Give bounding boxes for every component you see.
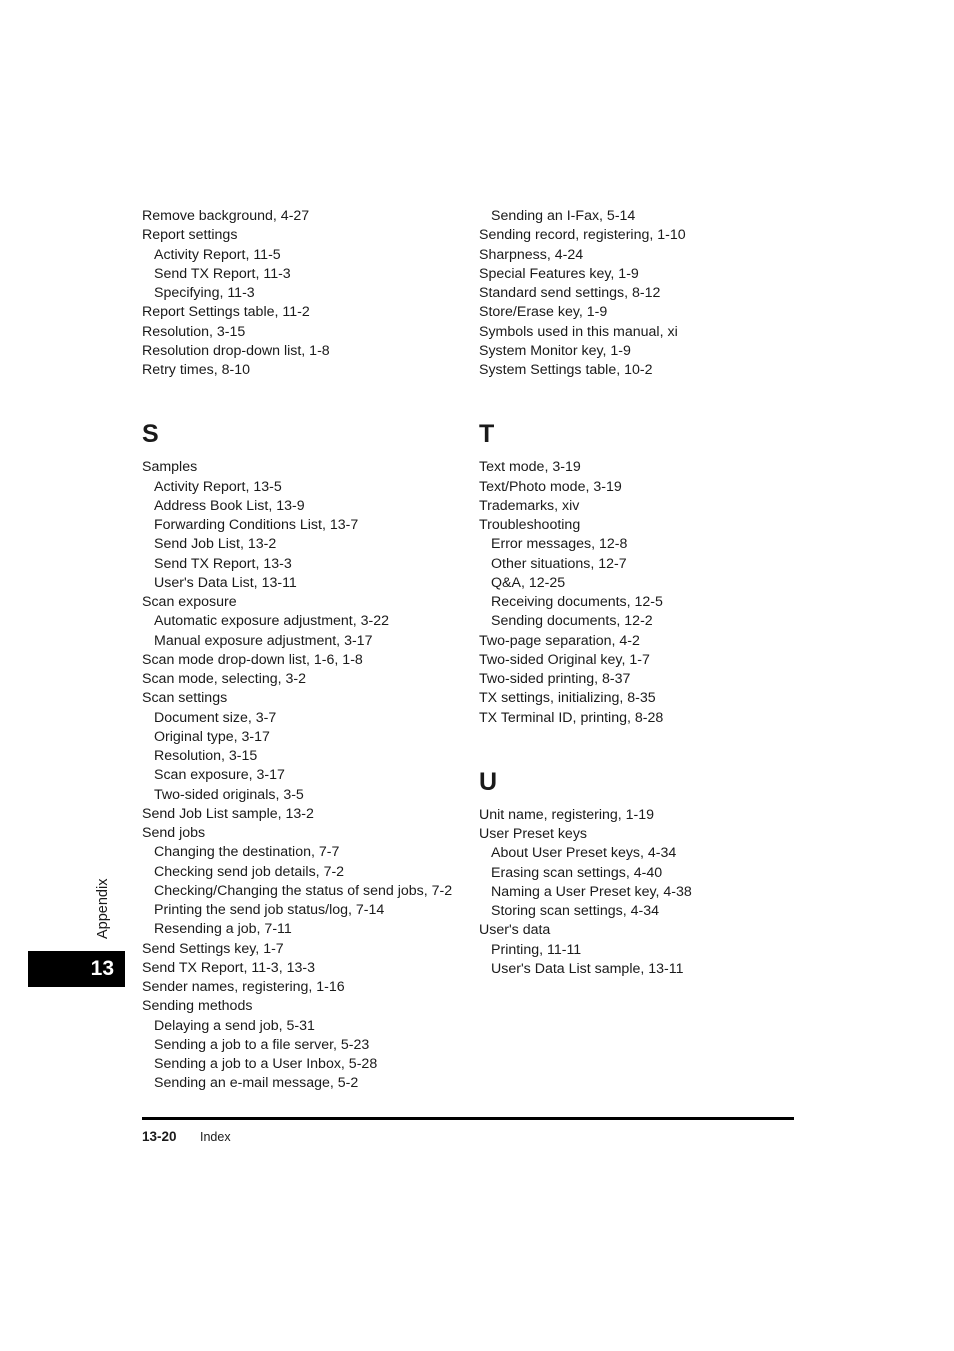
index-subentry: Sending a job to a User Inbox, 5-28 xyxy=(154,1056,378,1072)
index-subentry: Checking/Changing the status of send jobs, 7-2 xyxy=(154,882,453,899)
footer-title: Index xyxy=(200,1130,231,1144)
index-subentry: Forwarding Conditions List, 13-7 xyxy=(154,517,359,533)
index-subentry: Receiving documents, 12-5 xyxy=(491,594,663,610)
footer-rule xyxy=(142,1117,794,1120)
index-subentry: Send TX Report, 11-3 xyxy=(154,265,291,282)
index-entry: Trademarks, xiv xyxy=(479,497,580,514)
index-entry: Samples xyxy=(142,459,198,476)
index-subentry: Send Job List, 13-2 xyxy=(154,536,277,553)
index-entry: Store/Erase key, 1-9 xyxy=(479,304,608,321)
index-subentry: Scan exposure, 3-17 xyxy=(154,767,285,784)
index-entry: Sending record, registering, 1-10 xyxy=(479,227,686,244)
index-entry: Send Job List sample, 13-2 xyxy=(142,805,314,822)
index-subentry: Automatic exposure adjustment, 3-22 xyxy=(154,613,390,630)
index-entry: Resolution drop-down list, 1-8 xyxy=(142,342,330,359)
index-entry: Scan exposure xyxy=(142,594,237,610)
index-entry: Scan mode, selecting, 3-2 xyxy=(142,671,307,687)
index-subentry: Checking send job details, 7-2 xyxy=(154,863,345,880)
index-subentry: Error messages, 12-8 xyxy=(491,536,628,553)
index-subentry: Document size, 3-7 xyxy=(154,709,277,726)
index-entry: Two-sided Original key, 1-7 xyxy=(479,651,650,668)
index-entry: Send jobs xyxy=(142,825,206,841)
index-subentry: Original type, 3-17 xyxy=(154,728,270,745)
index-subentry: About User Preset keys, 4-34 xyxy=(491,845,677,862)
index-subentry: Printing, 11-11 xyxy=(491,941,582,958)
index-subentry: Address Book List, 13-9 xyxy=(154,497,305,514)
index-column-right xyxy=(479,207,809,979)
index-entry: Scan mode drop-down list, 1-6, 1-8 xyxy=(142,651,363,668)
index-entry: Two-page separation, 4-2 xyxy=(479,632,640,649)
index-subentry: Q&A, 12-25 xyxy=(491,574,566,591)
index-subentry: Other situations, 12-7 xyxy=(491,555,627,572)
index-subentry: Printing the send job status/log, 7-14 xyxy=(154,902,385,918)
index-entry: TX Terminal ID, printing, 8-28 xyxy=(479,709,664,726)
index-subentry: User's Data List, 13-11 xyxy=(154,574,297,591)
index-entry: System Monitor key, 1-9 xyxy=(479,342,631,359)
section-letter: U xyxy=(479,767,498,796)
index-subentry: Two-sided originals, 3-5 xyxy=(154,786,304,803)
index-entry: Sender names, registering, 1-16 xyxy=(142,979,345,995)
chapter-tab-label: Appendix xyxy=(95,878,111,940)
index-entry: System Settings table, 10-2 xyxy=(479,362,653,378)
index-entry: Scan settings xyxy=(142,690,228,707)
index-entry: Special Features key, 1-9 xyxy=(479,265,639,282)
index-entry: User Preset keys xyxy=(479,826,588,842)
section-letter: T xyxy=(479,420,495,449)
index-column-left xyxy=(142,207,472,1094)
index-entry: Two-sided printing, 8-37 xyxy=(479,671,631,687)
index-entry: Remove background, 4-27 xyxy=(142,208,310,224)
index-entry: Send TX Report, 11-3, 13-3 xyxy=(142,959,315,976)
index-subentry: User's Data List sample, 13-11 xyxy=(491,960,684,977)
index-entry: Unit name, registering, 1-19 xyxy=(479,806,655,823)
index-subentry: Erasing scan settings, 4-40 xyxy=(491,864,663,881)
index-entry: Report Settings table, 11-2 xyxy=(142,304,310,321)
index-entry: Troubleshooting xyxy=(479,517,581,533)
index-subentry: Resolution, 3-15 xyxy=(154,748,258,764)
index-entry: Resolution, 3-15 xyxy=(142,323,246,340)
index-subentry: Sending an e-mail message, 5-2 xyxy=(154,1075,359,1092)
index-entry: Symbols used in this manual, xi xyxy=(479,323,678,340)
page-number: 13-20 xyxy=(142,1129,177,1144)
index-entry: Standard send settings, 8-12 xyxy=(479,285,661,301)
index-subentry: Activity Report, 13-5 xyxy=(154,478,282,495)
index-entry: Sending methods xyxy=(142,998,253,1015)
index-entry: Send Settings key, 1-7 xyxy=(142,940,284,957)
index-entry: User's data xyxy=(479,922,551,939)
index-entry: TX settings, initializing, 8-35 xyxy=(479,690,656,707)
index-subentry: Activity Report, 11-5 xyxy=(154,246,281,263)
index-subentry: Delaying a send job, 5-31 xyxy=(154,1017,315,1034)
index-entry: Text mode, 3-19 xyxy=(479,459,581,476)
chapter-tab-number: 13 xyxy=(28,951,125,987)
section-letter: S xyxy=(142,420,159,449)
index-subentry: Sending documents, 12-2 xyxy=(491,613,653,630)
index-subentry: Specifying, 11-3 xyxy=(154,285,255,301)
index-subentry: Send TX Report, 13-3 xyxy=(154,555,292,572)
index-subentry: Sending an I-Fax, 5-14 xyxy=(491,208,636,224)
index-subentry: Resending a job, 7-11 xyxy=(154,921,292,938)
index-subentry: Storing scan settings, 4-34 xyxy=(491,903,659,919)
index-entry: Text/Photo mode, 3-19 xyxy=(479,478,622,495)
index-entry: Report settings xyxy=(142,227,238,244)
index-subentry: Manual exposure adjustment, 3-17 xyxy=(154,632,373,649)
index-entry: Sharpness, 4-24 xyxy=(479,246,584,263)
index-subentry: Changing the destination, 7-7 xyxy=(154,844,340,861)
index-subentry: Naming a User Preset key, 4-38 xyxy=(491,883,692,900)
index-subentry: Sending a job to a file server, 5-23 xyxy=(154,1036,370,1053)
index-entry: Retry times, 8-10 xyxy=(142,362,251,378)
